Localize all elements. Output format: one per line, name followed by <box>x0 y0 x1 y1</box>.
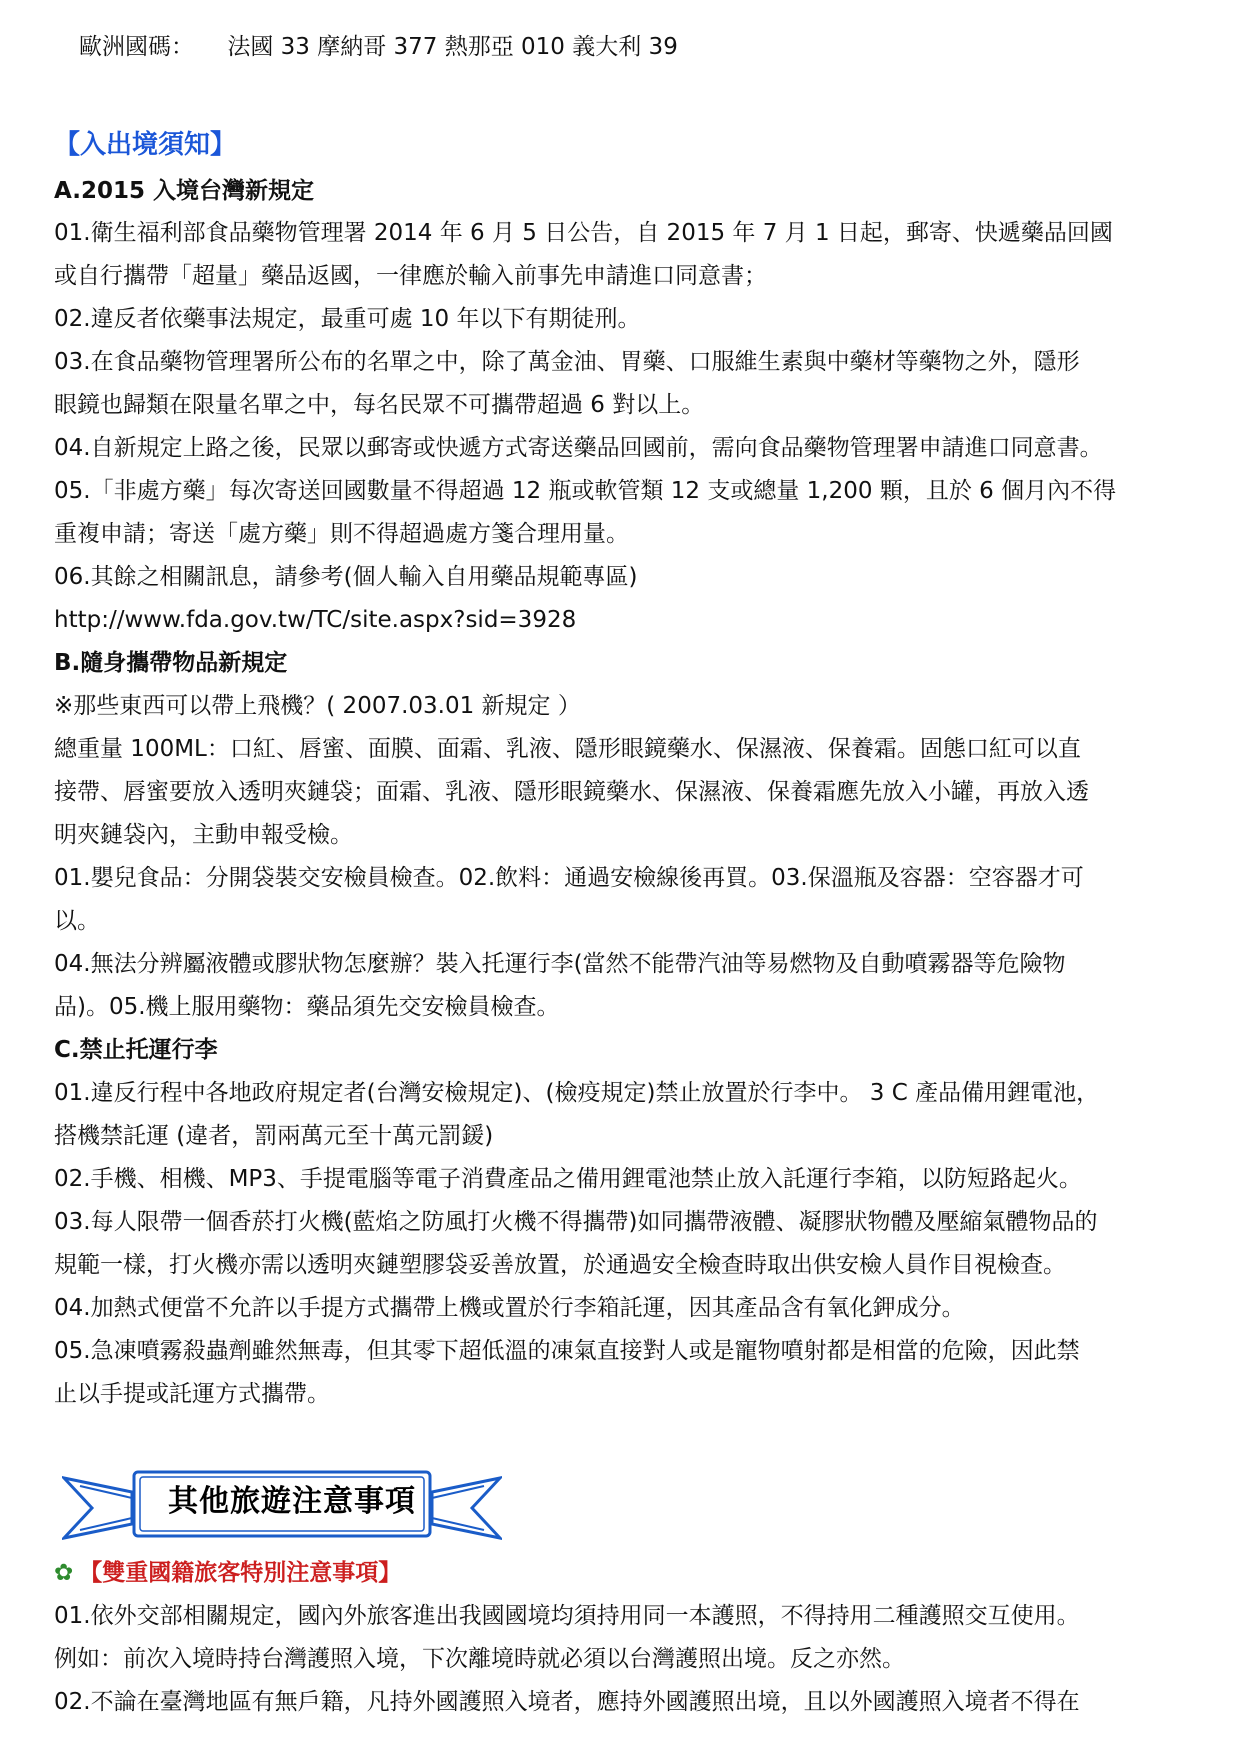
c-line-8: 止以手提或託運方式攜帶。 <box>54 1381 330 1407</box>
dual-line-3: 02.不論在臺灣地區有無戶籍，凡持外國護照入境者，應持外國護照出境，且以外國護照入境者不得在 <box>54 1689 1080 1715</box>
c-line-7: 05.急凍噴霧殺蟲劑雖然無毒，但其零下超低溫的凍氣直接對人或是寵物噴射都是相當的危險，因此禁 <box>54 1338 1080 1364</box>
fda-link[interactable]: http://www.fda.gov.tw/TC/site.aspx?sid=3928 <box>54 607 577 633</box>
b-line-2: 總重量 100ML：口紅、唇蜜、面膜、面霜、乳液、隱形眼鏡藥水、保濕液、保養霜。固態口紅可以直 <box>54 736 1081 762</box>
banner-title: 其他旅遊注意事項 <box>168 1484 416 1519</box>
b-line-8: 品)。05.機上服用藥物：藥品須先交安檢員檢查。 <box>54 994 560 1020</box>
b-line-1: ※那些東西可以帶上飛機？( 2007.03.01 新規定 ） <box>54 693 581 719</box>
dual-line-2: 例如：前次入境時持台灣護照入境，下次離境時就必須以台灣護照出境。反之亦然。 <box>54 1646 905 1672</box>
b-line-3: 接帶、唇蜜要放入透明夾鏈袋；面霜、乳液、隱形眼鏡藥水、保濕液、保養霜應先放入小罐，再放入透 <box>54 779 1089 805</box>
a-line-9: 06.其餘之相關訊息，請參考(個人輸入自用藥品規範專區) <box>54 564 638 590</box>
c-line-2: 搭機禁託運 (違者，罰兩萬元至十萬元罰鍰) <box>54 1123 494 1149</box>
subsection-b-title: B.隨身攜帶物品新規定 <box>54 650 288 676</box>
country-codes-label: 歐洲國碼： <box>79 34 194 60</box>
a-line-3: 02.違反者依藥事法規定，最重可處 10 年以下有期徒刑。 <box>54 306 641 332</box>
country-codes-values: 法國 33 摩納哥 377 熱那亞 010 義大利 39 <box>227 34 678 60</box>
dual-nationality-title-text: 【雙重國籍旅客特別注意事項】 <box>79 1560 402 1586</box>
c-line-6: 04.加熱式便當不允許以手提方式攜帶上機或置於行李箱託運，因其產品含有氧化鉀成分。 <box>54 1295 965 1321</box>
a-line-5: 眼鏡也歸類在限量名單之中，每名民眾不可攜帶超過 6 對以上。 <box>54 392 705 418</box>
section-title-entry-exit: 【入出境須知】 <box>54 130 237 160</box>
dual-line-1: 01.依外交部相關規定，國內外旅客進出我國國境均須持用同一本護照，不得持用二種護照交互使用。 <box>54 1603 1080 1629</box>
a-line-4: 03.在食品藥物管理署所公布的名單之中，除了萬金油、胃藥、口服維生素與中藥材等藥物之外，隱形 <box>54 349 1080 375</box>
a-line-1: 01.衛生福利部食品藥物管理署 2014 年 6 月 5 日公告，自 2015 年 7 月 1 日起，郵寄、快遞藥品回國 <box>54 220 1113 246</box>
b-line-4: 明夾鏈袋內，主動申報受檢。 <box>54 822 353 848</box>
subsection-a-title: A.2015 入境台灣新規定 <box>54 178 314 204</box>
c-line-3: 02.手機、相機、MP3、手提電腦等電子消費產品之備用鋰電池禁止放入託運行李箱，以防短路起火。 <box>54 1166 1082 1192</box>
flower-icon: ✿ <box>54 1560 74 1586</box>
c-line-4: 03.每人限帶一個香菸打火機(藍焰之防風打火機不得攜帶)如同攜帶液體、凝膠狀物體及壓縮氣體物品的 <box>54 1209 1098 1235</box>
c-line-5: 規範一樣，打火機亦需以透明夾鏈塑膠袋妥善放置，於通過安全檢查時取出供安檢人員作目視檢查。 <box>54 1252 1066 1278</box>
a-line-7: 05.「非處方藥」每次寄送回國數量不得超過 12 瓶或軟管類 12 支或總量 1,200 顆，且於 6 個月內不得 <box>54 478 1117 504</box>
a-line-2: 或自行攜帶「超量」藥品返國，一律應於輸入前事先申請進口同意書； <box>54 263 767 289</box>
b-line-5: 01.嬰兒食品：分開袋裝交安檢員檢查。02.飲料：通過安檢線後再買。03.保溫瓶及容器：空容器才可 <box>54 865 1084 891</box>
subsection-c-title: C.禁止托運行李 <box>54 1037 218 1063</box>
c-line-1: 01.違反行程中各地政府規定者(台灣安檢規定)、(檢疫規定)禁止放置於行李中。 3 C 產品備用鋰電池， <box>54 1080 1100 1106</box>
other-notes-banner <box>62 1468 502 1548</box>
a-line-8: 重複申請；寄送「處方藥」則不得超過處方箋合理用量。 <box>54 521 629 547</box>
b-line-7: 04.無法分辨屬液體或膠狀物怎麼辦？裝入托運行李(當然不能帶汽油等易燃物及自動噴霧器等危險物 <box>54 951 1066 977</box>
dual-nationality-title <box>54 1562 401 1585</box>
a-line-6: 04.自新規定上路之後，民眾以郵寄或快遞方式寄送藥品回國前，需向食品藥物管理署申請進口同意書。 <box>54 435 1103 461</box>
b-line-6: 以。 <box>54 908 100 934</box>
country-codes-line <box>79 36 678 59</box>
